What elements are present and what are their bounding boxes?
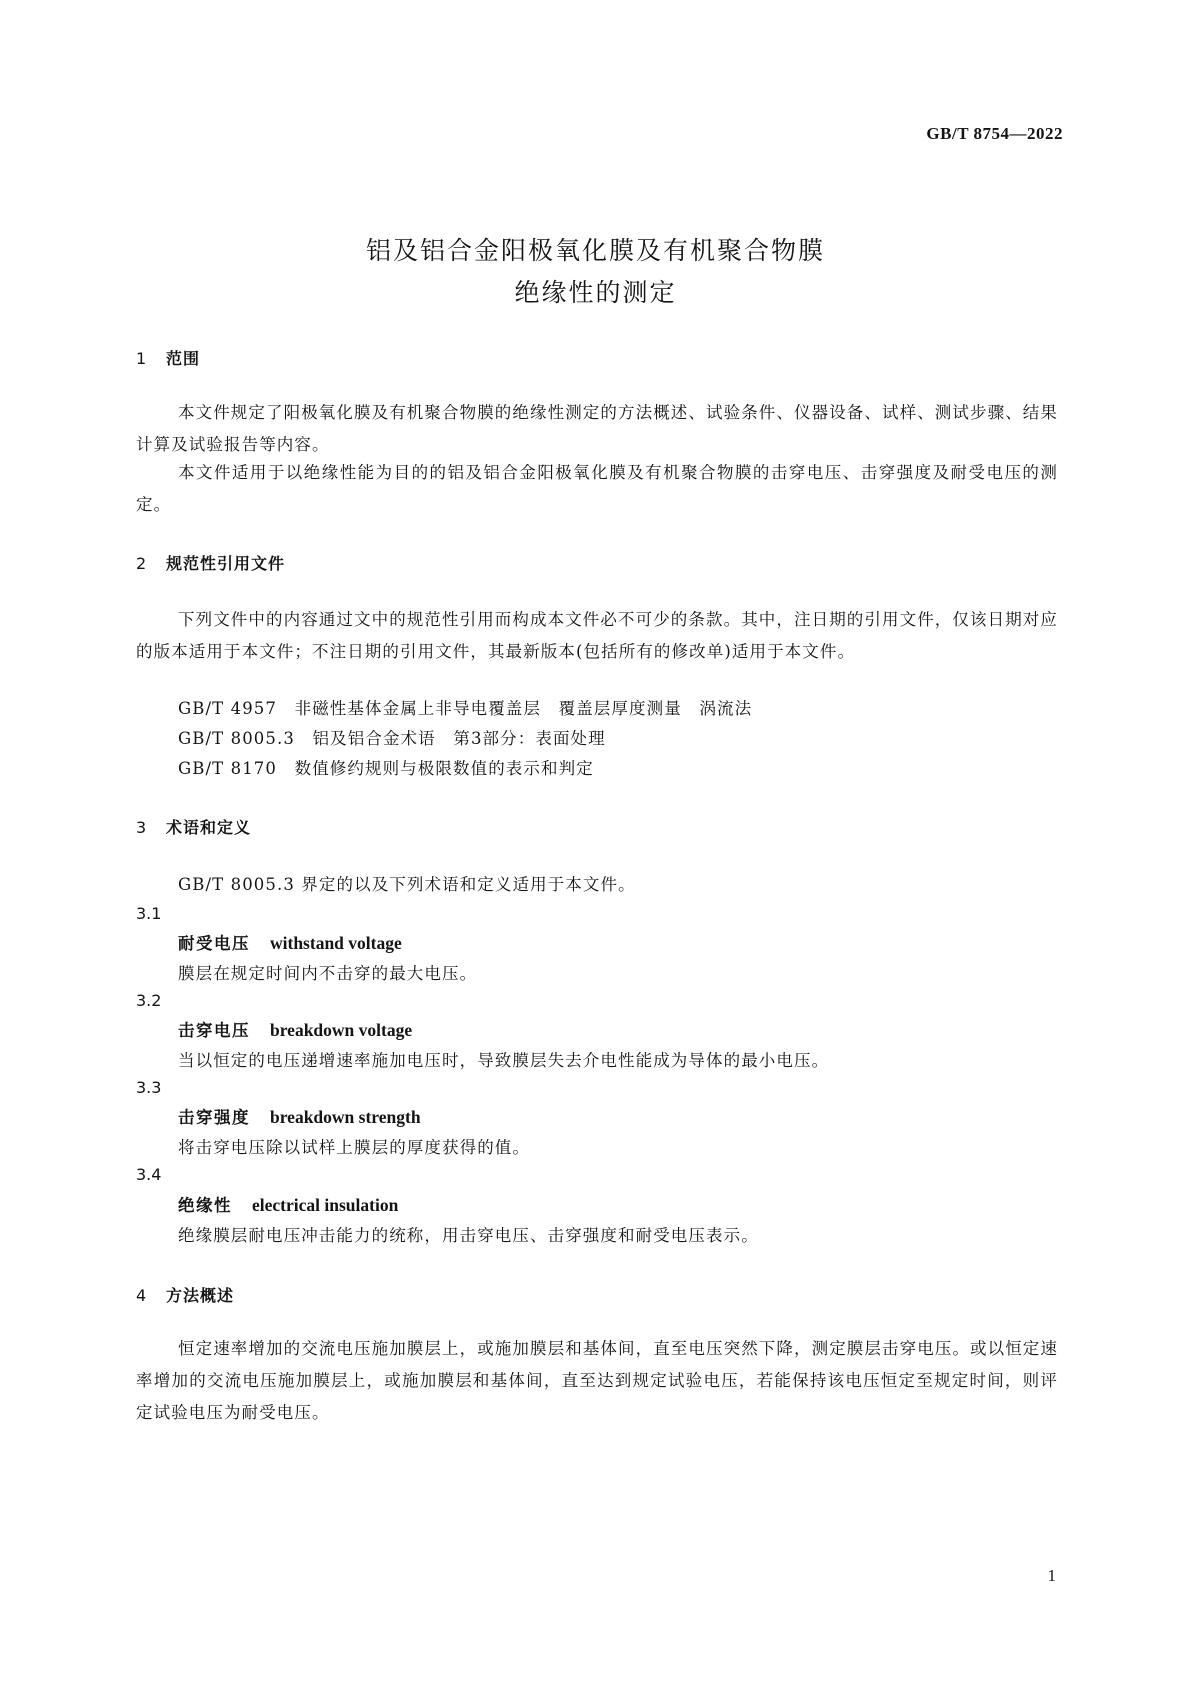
term-definition: 膜层在规定时间内不击穿的最大电压。 [178, 964, 478, 983]
section-1-heading [136, 346, 200, 369]
term-en: electrical insulation [252, 1195, 399, 1215]
section-number: 4 [136, 1286, 147, 1305]
term-definition: 将击穿电压除以试样上膜层的厚度获得的值。 [178, 1138, 530, 1157]
term-zh: 击穿强度 [178, 1108, 250, 1127]
normative-reference-2: GB/T 8005.3 铝及铝合金术语 第3部分：表面处理 [178, 729, 606, 748]
page-number: 1 [1047, 1566, 1056, 1585]
term-heading [178, 930, 402, 954]
section-3-heading [136, 815, 251, 838]
term-en: breakdown voltage [270, 1020, 413, 1040]
section-title: 方法概述 [166, 1286, 235, 1305]
normative-reference-3: GB/T 8170 数值修约规则与极限数值的表示和判定 [178, 759, 594, 778]
term-number: 3.1 [136, 904, 162, 923]
section-number: 3 [136, 818, 147, 837]
section-3-intro: GB/T 8005.3 界定的以及下列术语和定义适用于本文件。 [178, 875, 636, 894]
term-number: 3.3 [136, 1078, 162, 1097]
section-number: 2 [136, 554, 147, 573]
term-zh: 击穿电压 [178, 1021, 250, 1040]
term-zh: 绝缘性 [178, 1196, 232, 1215]
section-title: 范围 [166, 349, 201, 368]
standard-number: GB/T 8754—2022 [926, 124, 1063, 143]
term-heading [178, 1104, 421, 1128]
section-title: 术语和定义 [166, 818, 252, 837]
term-heading [178, 1192, 398, 1216]
term-definition: 当以恒定的电压递增速率施加电压时，导致膜层失去介电性能成为导体的最小电压。 [178, 1051, 830, 1070]
section-number: 1 [136, 349, 147, 368]
term-number: 3.4 [136, 1165, 162, 1184]
section-2-paragraph-1: 下列文件中的内容通过文中的规范性引用而构成本文件必不可少的条款。其中，注日期的引用文件，仅该日期对应的版本适用于本文件；不注日期的引用文件，其最新版本(包括所有的修改单)适用于本文件。 [136, 610, 1058, 661]
normative-reference-1: GB/T 4957 非磁性基体金属上非导电覆盖层 覆盖层厚度测量 涡流法 [178, 699, 753, 718]
section-title: 规范性引用文件 [166, 554, 286, 573]
term-heading [178, 1017, 412, 1041]
document-title-line1: 铝及铝合金阳极氧化膜及有机聚合物膜 [365, 236, 825, 265]
section-4-paragraph-1: 恒定速率增加的交流电压施加膜层上，或施加膜层和基体间，直至电压突然下降，测定膜层击穿电压。或以恒定速率增加的交流电压施加膜层上，或施加膜层和基体间，直至达到规定试验电压，若能保持该电压恒定至规定时间，则评定试验电压为耐受电压。 [136, 1339, 1058, 1422]
section-4-heading [136, 1283, 234, 1306]
section-2-heading [136, 551, 285, 574]
term-number: 3.2 [136, 991, 162, 1010]
term-en: withstand voltage [270, 933, 402, 953]
term-zh: 耐受电压 [178, 934, 250, 953]
term-definition: 绝缘膜层耐电压冲击能力的统称，用击穿电压、击穿强度和耐受电压表示。 [178, 1226, 759, 1245]
section-1-paragraph-2: 本文件适用于以绝缘性能为目的的铝及铝合金阳极氧化膜及有机聚合物膜的击穿电压、击穿强度及耐受电压的测定。 [136, 463, 1058, 514]
term-en: breakdown strength [270, 1107, 421, 1127]
document-title-line2: 绝缘性的测定 [514, 278, 677, 307]
section-1-paragraph-1: 本文件规定了阳极氧化膜及有机聚合物膜的绝缘性测定的方法概述、试验条件、仪器设备、试样、测试步骤、结果计算及试验报告等内容。 [136, 403, 1058, 454]
